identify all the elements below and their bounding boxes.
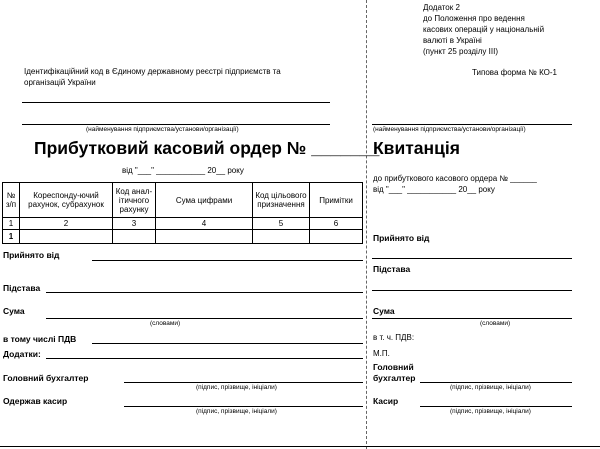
receipt-org-line[interactable] (372, 124, 572, 125)
cashier-label: Одержав касир (3, 396, 68, 406)
sum-caption: (словами) (150, 320, 181, 327)
receipt-chief-line[interactable] (420, 382, 572, 383)
appendix-line-3: касових операцій у національній (423, 25, 545, 34)
chief-accountant-line[interactable] (124, 382, 363, 383)
number-cell: 5 (253, 218, 310, 230)
header-cell: Сума цифрами (156, 183, 253, 218)
receipt-chief-caption: (підпис, прізвище, ініціали) (450, 384, 531, 391)
receipt-title: Квитанція (373, 138, 460, 158)
table-cell[interactable] (20, 230, 113, 244)
number-cell: 3 (113, 218, 156, 230)
id-code-label-1: Ідентифікаційний код в Єдиному державному реєстрі підприємств та (24, 67, 281, 76)
receipt-basis-label: Підстава (373, 264, 411, 274)
receipt-date-line: від "___" ___________ 20__ року (373, 185, 495, 194)
attachments-line[interactable] (46, 358, 363, 359)
appendix-line-4: валюті в Україні (423, 36, 482, 45)
stamp-label: М.П. (373, 349, 390, 358)
table-cell[interactable] (253, 230, 310, 244)
table-cell[interactable] (113, 230, 156, 244)
receipt-org-caption: (найменування підприємства/установи/організації) (373, 126, 526, 133)
header-cell: № з/п (3, 183, 20, 218)
cashier-line[interactable] (124, 406, 363, 407)
number-cell: 1 (3, 218, 20, 230)
received-from-line[interactable] (92, 260, 363, 261)
receipt-basis-line[interactable] (372, 290, 572, 291)
attachments-label: Додатки: (3, 349, 41, 359)
row-number-cell: 1 (3, 230, 20, 244)
org-name-line[interactable] (22, 124, 330, 125)
header-cell: Код цільового призначення (253, 183, 310, 218)
vat-label: в тому числі ПДВ (3, 334, 77, 344)
id-code-line[interactable] (22, 102, 330, 103)
table-cell[interactable] (156, 230, 253, 244)
receipt-cashier-line[interactable] (420, 406, 572, 407)
order-title: Прибутковий касовий ордер № _______ (34, 138, 380, 158)
chief-accountant-label: Головний бухгалтер (3, 373, 89, 383)
receipt-vat-label: в т. ч. ПДВ: (373, 333, 415, 342)
form-type: Типова форма № КО-1 (472, 68, 557, 77)
header-cell: Код анал-ітичного рахунку (113, 183, 156, 218)
id-code-label-2: організацій України (24, 78, 96, 87)
receipt-sum-line[interactable] (372, 318, 572, 319)
appendix-line-2: до Положення про ведення (423, 14, 525, 23)
receipt-sum-label: Сума (373, 306, 395, 316)
receipt-chief-label-1: Головний (373, 362, 414, 372)
receipt-received-from-label: Прийнято від (373, 233, 430, 243)
received-from-label: Прийнято від (3, 250, 60, 260)
header-cell: Кореспонду-ючий рахунок, субрахунок (20, 183, 113, 218)
order-table (2, 182, 363, 244)
table-row (3, 230, 363, 244)
header-cell: Примітки (310, 183, 363, 218)
chief-caption: (підпис, прізвище, ініціали) (196, 384, 277, 391)
table-number-row (3, 218, 363, 230)
receipt-cashier-caption: (підпис, прізвище, ініціали) (450, 408, 531, 415)
receipt-chief-label-2: бухгалтер (373, 373, 416, 383)
receipt-cashier-label: Касир (373, 396, 399, 406)
receipt-sum-caption: (словами) (480, 320, 511, 327)
org-caption: (найменування підприємства/установи/організації) (86, 126, 239, 133)
basis-label: Підстава (3, 283, 41, 293)
receipt-to-order: до прибуткового касового ордера № ______ (373, 174, 537, 183)
order-date-line: від "___" ___________ 20__ року (122, 166, 244, 175)
sum-line[interactable] (46, 318, 363, 319)
table-header-row (3, 183, 363, 218)
bottom-border (0, 446, 600, 447)
receipt-received-from-line[interactable] (372, 258, 572, 259)
table-cell[interactable] (310, 230, 363, 244)
cashier-caption: (підпис, прізвище, ініціали) (196, 408, 277, 415)
appendix-line-5: (пункт 25 розділу ІІІ) (423, 47, 498, 56)
basis-line[interactable] (46, 292, 363, 293)
tear-off-line (366, 0, 367, 449)
number-cell: 4 (156, 218, 253, 230)
sum-label: Сума (3, 306, 25, 316)
vat-line[interactable] (92, 343, 363, 344)
number-cell: 6 (310, 218, 363, 230)
appendix-line-1: Додаток 2 (423, 3, 460, 12)
number-cell: 2 (20, 218, 113, 230)
